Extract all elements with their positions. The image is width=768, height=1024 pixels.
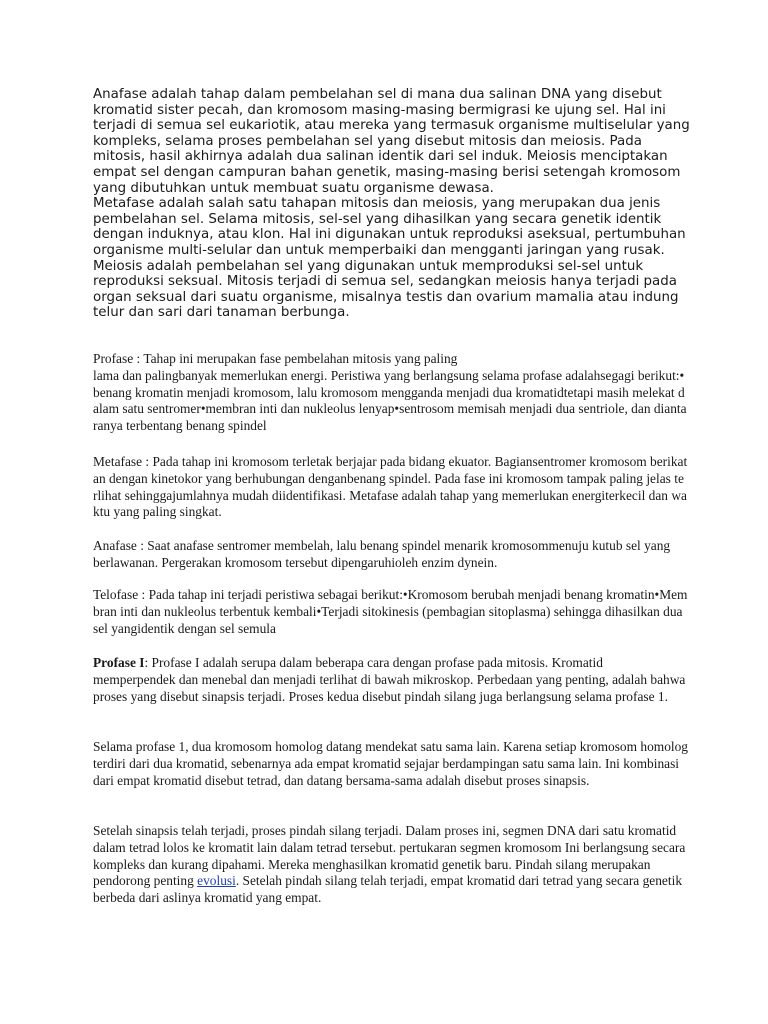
pindah-silang-section [93,823,688,907]
intro-paragraph-anafase: Anafase adalah tahap dalam pembelahan sel di mana dua salinan DNA yang disebut kromatid sister pecah, dan kromosom masing-masing bermigrasi ke ujung sel. Hal ini terjadi di semua sel eukariotik, atau mereka yang termasuk organisme multiselular yang kompleks, selama proses pembelahan sel yang disebut mitosis dan meiosis. Pada mitosis, hasil akhirnya adalah dua salinan identik dari sel induk. Meiosis menciptakan empat sel dengan campuran bahan genetik, masing-masing berisi setengah kromosom yang dibutuhkan untuk membuat suatu organisme dewasa. [93,87,690,196]
profase1-paragraph [93,655,688,705]
telofase-paragraph: Telofase : Pada tahap ini terjadi peristiwa sebagai berikut:•Kromosom berubah menjadi benang kromatin•Membran inti dan nukleolus terbentuk kembali•Terjadi sitokinesis (pembagian sitoplasma) sehingga dihasilkan dua sel yangidentik dengan sel semula [93,587,688,636]
intro-section [93,87,693,321]
profase-line-1: Profase : Tahap ini merupakan fase pembelahan mitosis yang paling [93,351,458,366]
metafase-paragraph: Metafase : Pada tahap ini kromosom terletak berjajar pada bidang ekuator. Bagiansentromer kromosom berikatan dengan kinetokor yang berhubungan denganbenang spindel. Pada fase ini kromosom tampak paling jelas terlihat sehinggajumlahnya mudah diidentifikasi. Metafase adalah tahap yang memerlukan energiterkecil dan waktu yang paling singkat. [93,454,688,520]
pindah-silang-paragraph [93,823,688,907]
telofase-section [93,587,688,637]
profase-paragraph: lama dan palingbanyak memerlukan energi. Peristiwa yang berlangsung selama profase adalahsegagi berikut:•benang kromatin menjadi kromosom, lalu kromosom mengganda menjadi dua kromatidtetapi masih melekat dalam satu sentromer•membran inti dan nukleolus lenyap•sentrosom memisah menjadi dua sentriole, dan diantaranya terbentang benang spindel [93,367,687,434]
profase1-heading: Profase I [93,655,145,670]
anafase-paragraph: Anafase : Saat anafase sentromer membelah, lalu benang spindel menarik kromosommenuju kutub sel yang berlawanan. Pergerakan kromosom tersebut dipengaruhioleh enzim dynein. [93,538,671,570]
profase1-text: : Profase I adalah serupa dalam beberapa cara dengan profase pada mitosis. Kromatid memperpendek dan menebal dan menjadi terlihat di bawah mikroskop. Perbedaan yang penting, adalah bahwa proses yang disebut sinapsis terjadi. Proses kedua disebut pindah silang juga berlangsung selama profase 1. [93,655,686,704]
pindah-silang-text-b: . Setelah pindah silang telah terjadi, empat kromatid dari tetrad yang secara genetik berbeda dari aslinya kromatid yang empat. [93,873,683,906]
homolog-paragraph: Selama profase 1, dua kromosom homolog datang mendekat satu sama lain. Karena setiap kromosom homolog terdiri dari dua kromatid, sebenarnya ada empat kromatid sejajar berdampingan satu sama lain. Ini kombinasi dari empat kromatid disebut tetrad, dan datang bersama-sama adalah disebut proses sinapsis. [93,739,689,788]
intro-paragraph-metafase: Metafase adalah salah satu tahapan mitosis dan meiosis, yang merupakan dua jenis pembelahan sel. Selama mitosis, sel-sel yang dihasilkan yang secara genetik identik dengan induknya, atau klon. Hal ini digunakan untuk reproduksi aseksual, pertumbuhan organisme multi-selular dan untuk memperbaiki dan mengganti jaringan yang rusak. Meiosis adalah pembelahan sel yang digunakan untuk memproduksi sel-sel untuk reproduksi seksual. Mitosis terjadi di semua sel, sedangkan meiosis hanya terjadi pada organ seksual dari suatu organisme, misalnya testis dan ovarium mamalia atau indung telur dan sari dari tanaman berbunga. [93,196,686,321]
phases-section [93,351,688,435]
metafase-section [93,454,688,521]
pindah-silang-text-a: Setelah sinapsis telah terjadi, proses pindah silang terjadi. Dalam proses ini, segmen DNA dari satu kromatid dalam tetrad lolos ke kromatit lain dalam tetrad tersebut. pertukaran segmen kromosom Ini berlangsung secara kompleks dan kurang dipahami. Mereka menghasilkan kromatid genetik baru. Pindah silang merupakan pendorong penting [93,823,686,889]
profase1-section [93,655,688,705]
homolog-section [93,739,688,789]
evolusi-link[interactable]: evolusi [197,873,236,889]
anafase-section [93,538,688,572]
